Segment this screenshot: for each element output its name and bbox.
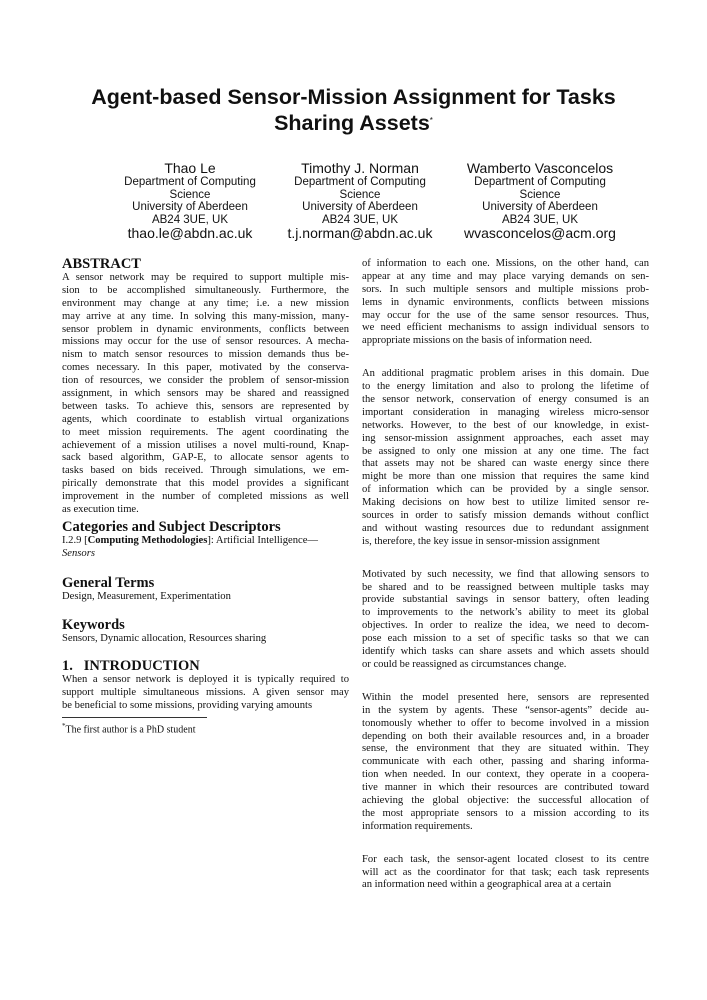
general-terms-section [62, 575, 349, 604]
author-affiliation: Science [339, 188, 381, 201]
text-line: is, therefore, the key issue in sensor-mission assignment [362, 535, 600, 547]
author-name: Thao Le [164, 160, 216, 176]
general-terms-text: Design, Measurement, Experimentation [62, 591, 231, 602]
text-line: of information to each one. Missions, on the other hand, can [362, 258, 649, 269]
right-column [362, 258, 649, 892]
text-line: Making decisions on how best to utilize limited sensor re- [362, 497, 649, 509]
categories-subject: Sensors [62, 547, 95, 559]
text-line: tion when needed. In our context, they operate in a coopera- [362, 769, 649, 781]
general-terms-heading: General Terms [62, 575, 155, 591]
text-line: sensor problem in dynamic environments, conflicts between [62, 323, 349, 335]
text-line: and without wasting resources due to redundant assignment [362, 522, 649, 534]
text-line: an information need within a geographical area at a certain [362, 879, 612, 891]
categories-descriptor: I.2.9 [Computing Methodologies]: Artificial Intelligence— [62, 535, 318, 546]
abstract-heading: ABSTRACT [62, 256, 141, 272]
text-line: comes necessary. In this paper, motivated by the conserva- [62, 362, 349, 374]
author-affiliation: University of Aberdeen [132, 201, 248, 213]
text-line: achievement of a mission utilises a novel multi-round, Knap- [62, 439, 349, 451]
author-affiliation: Science [169, 188, 211, 201]
paragraph [362, 692, 649, 834]
text-line: missions may occur for the use of sensor resources. A mecha- [62, 336, 349, 348]
text-line: sense, the environment that they are situated within. They [362, 743, 649, 755]
text-line: we need efficient mechanisms to assign individual sensors to [362, 322, 649, 334]
text-line: appear at any time and may place varying demands on sen- [362, 270, 649, 282]
text-line: environment may change at any time; i.e. a new mission [62, 297, 349, 309]
text-line: of information which can be provided by a single sensor. [362, 484, 649, 496]
text-line: nism to match sensor resources to mission demands thus be- [62, 349, 349, 361]
author-block [260, 160, 460, 241]
text-line: A sensor network may be required to support multiple mis- [62, 272, 349, 283]
text-line: identify which tasks can share assets and which assets should [362, 646, 649, 658]
text-line: When a sensor network is deployed it is typically required to [62, 674, 349, 685]
categories-section [62, 519, 349, 561]
text-line: may occur for the use of the same sensor resources. Thus, [362, 309, 649, 321]
text-line: between tasks. To achieve this, sensors are represented by [62, 400, 349, 412]
text-line: may arrive at any time. In solving this many-mission, many- [62, 310, 349, 322]
text-line: be assigned to only one mission at any one time. The fact [362, 445, 649, 457]
paper-title [0, 84, 707, 136]
author-email: t.j.norman@abdn.ac.uk [287, 225, 433, 241]
text-line: sources in order to satisfy mission demands without conflict [362, 510, 649, 522]
text-line: improvement in the number of completed missions as well [62, 491, 349, 503]
text-line: ing sensor-mission assignment approaches, each asset may [362, 432, 649, 444]
text-line: to the energy limitation and also to prolong the lifetime of [362, 381, 649, 393]
author-name: Timothy J. Norman [301, 160, 419, 176]
text-line: provide substantial savings in sensor battery, often leading [362, 594, 649, 606]
keywords-section [62, 617, 349, 646]
footnote-rule [62, 717, 207, 718]
introduction-heading: 1. INTRODUCTION [62, 658, 200, 674]
text-line: depending on both their available resources and, in a broader [362, 730, 649, 742]
text-line: assignment, in which sensors may be shared and reassigned [62, 388, 349, 400]
text-line: that assets may not be shared can waste energy since there [362, 458, 649, 470]
title-footnote-mark: * [429, 116, 433, 125]
text-line: tion of resources, we consider the problem of sensor-mission [62, 375, 349, 387]
text-line: to meet mission requirements. The agent coordinating the [62, 426, 349, 438]
author-affiliation: Department of Computing [474, 176, 606, 188]
keywords-text: Sensors, Dynamic allocation, Resources sharing [62, 633, 267, 644]
text-line: be beneficial to some missions, providing varying amounts [62, 699, 313, 711]
author-email: thao.le@abdn.ac.uk [127, 225, 253, 241]
text-line: agents, which coordinate to establish virtual organizations [62, 413, 349, 425]
text-line: information requirements. [362, 820, 473, 832]
author-affiliation: Department of Computing [124, 176, 256, 188]
text-line: Motivated by such necessity, we find that allowing sensors to [362, 568, 649, 580]
author-affiliation: AB24 3UE, UK [321, 213, 399, 226]
introduction-section [62, 658, 349, 713]
text-line: For each task, the sensor-agent located closest to its centre [362, 853, 649, 865]
title-line-1: Agent-based Sensor-Mission Assignment for Tasks [91, 85, 616, 109]
categories-heading: Categories and Subject Descriptors [62, 519, 281, 535]
paragraph [362, 368, 649, 548]
paragraph [362, 569, 649, 672]
text-line: be shared and to be reassigned between multiple tasks may [362, 581, 649, 593]
author-affiliation: AB24 3UE, UK [501, 213, 579, 226]
text-line: support multiple simultaneous missions. A given sensor may [62, 686, 349, 698]
text-line: the most appropriate sensors to a mission according to its [362, 807, 649, 819]
text-line: will act as the coordinator for that task; each task represents [362, 866, 649, 878]
text-line: sack based algorithm, GAP-E, to allocate sensor agents to [62, 452, 349, 464]
paragraph [362, 258, 649, 348]
author-affiliation: Department of Computing [294, 176, 426, 188]
author-affiliation: University of Aberdeen [302, 201, 418, 213]
text-line: objectives. In order to realize the idea, we need to decom- [362, 620, 649, 632]
author-block [440, 160, 640, 241]
text-line: appropriate missions on the basis of information need. [362, 335, 593, 347]
text-line: communicate with each other, passing and sharing informa- [362, 756, 649, 768]
text-line: lems in dynamic environments, conflicts between missions [362, 296, 649, 308]
text-line: sors. In such multiple sensors and multiple missions prob- [362, 283, 649, 295]
author-affiliation: Science [519, 188, 561, 201]
text-line: the sensor network, conservation of energy consumed is an [362, 394, 649, 406]
abstract-section [62, 256, 349, 517]
paragraph [362, 854, 649, 893]
text-line: to improvements to the network’s ability to meet its global [362, 607, 649, 619]
text-line: networks. However, to the best of our knowledge, in exist- [362, 419, 649, 431]
text-line: important consideration in managing wireless micro-sensor [362, 406, 649, 418]
text-line: as execution time. [62, 504, 139, 516]
text-line: achieving the global objective: the successful allocation of [362, 794, 649, 806]
author-affiliation: AB24 3UE, UK [151, 213, 229, 226]
text-line: or could be reassigned as circumstances change. [362, 658, 567, 670]
title-line-2: Sharing Assets [274, 111, 430, 135]
text-line: in the system by agents. These “sensor-agents” decide au- [362, 704, 649, 716]
text-line: tonomously whether to offer to become involved in a mission [362, 717, 649, 729]
text-line: sion to be accomplished simultaneously. Furthermore, the [62, 284, 349, 296]
text-line: pose each mission to a set of specific tasks so that we can [362, 633, 649, 645]
text-line: Within the model presented here, sensors are represented [362, 691, 649, 703]
text-line: pirically demonstrate that this model provides a significant [62, 478, 349, 490]
text-line: tive manner in which their resources are contributed toward [362, 782, 649, 794]
author-email: wvasconcelos@acm.org [464, 225, 616, 241]
text-line: An additional pragmatic problem arises in this domain. Due [362, 368, 649, 380]
author-affiliation: University of Aberdeen [482, 201, 598, 213]
keywords-heading: Keywords [62, 617, 125, 633]
text-line: might be more than one mission that requires the same kind [362, 471, 649, 483]
text-line: tasks based on bids received. Through simulations, we em- [62, 465, 349, 477]
footnote: *The first author is a PhD student [62, 722, 196, 736]
author-name: Wamberto Vasconcelos [466, 160, 614, 176]
